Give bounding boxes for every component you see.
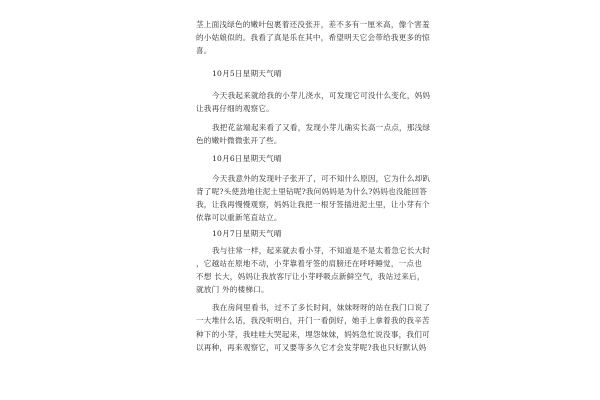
diary-text-line: 今天我意外的发现叶子张开了，可不知什么原因，它为什么却趴 [212,174,431,183]
diary-date-heading: 10月7日星期天气晴 [212,229,282,238]
diary-text-line: 我，让我再慢慢观察，妈妈让我把一根牙签插进泥土里，让小芽有个 [196,200,430,209]
diary-text-line: 今天我起来就给我的小芽儿浇水，可发现它可没什么变化，妈妈 [212,91,431,100]
diary-text-line: 一大堆什么话，我没听明白，开门一看倒好，她手上拿着我的我辛苦 [196,316,430,325]
diary-text-line: 的小姑娘似的。我看了真是乐在其中，希望明天它会带给我更多的惊 [196,33,430,42]
diary-text-line: 我与往常一样，起来就去看小芽，不知道是不是太着急它长大时 [212,246,431,255]
diary-text-line: 就放门 外的楼梯口。 [196,285,269,294]
diary-text-line: 背了呢?头使劲地往泥土里钻呢?我问妈妈是为什么?妈妈也没能回答 [196,187,428,196]
diary-text-line: 我把花盆端起来看了又看，发现小芽儿确实长高一点点，那浅绿 [212,123,431,132]
diary-text-line: 让我再仔细的观察它。 [196,104,274,113]
diary-text-line: 以再种，再来观察它，可又要等多久它才会发芽呢?我也只好默认妈 [196,343,427,352]
diary-text-line: 茎上面浅绿色的嫩叶包裹着还没张开，差不多有一厘米高，像个害羞 [196,20,430,29]
diary-date-heading: 10月6日星期天气晴 [212,154,282,163]
diary-text-line: 色的嫩叶微微张开了些。 [196,136,282,145]
diary-text-line: 喜。 [196,46,212,55]
diary-text-line: ，它越站在原地不动，小芽靠着牙签的肩膀还在呼呼睡觉，一点也 [196,259,423,268]
diary-text-line: 我在房间里看书，过不了多长时间，妹妹呀呀的站在我门口说了 [212,303,431,312]
diary-text-line: 种下的小芽，我哇哇大哭起来，埋怨妹妹，妈妈急忙说没事，我们可 [196,330,430,339]
diary-date-heading: 10月5日星期天气晴 [212,69,282,78]
diary-text-line: 依靠可以重新笔直站立。 [196,213,282,222]
diary-text-line: 不想 长大，妈妈让我放客厅让小芽呼吸点新鲜空气，我站过来后， [196,272,425,281]
